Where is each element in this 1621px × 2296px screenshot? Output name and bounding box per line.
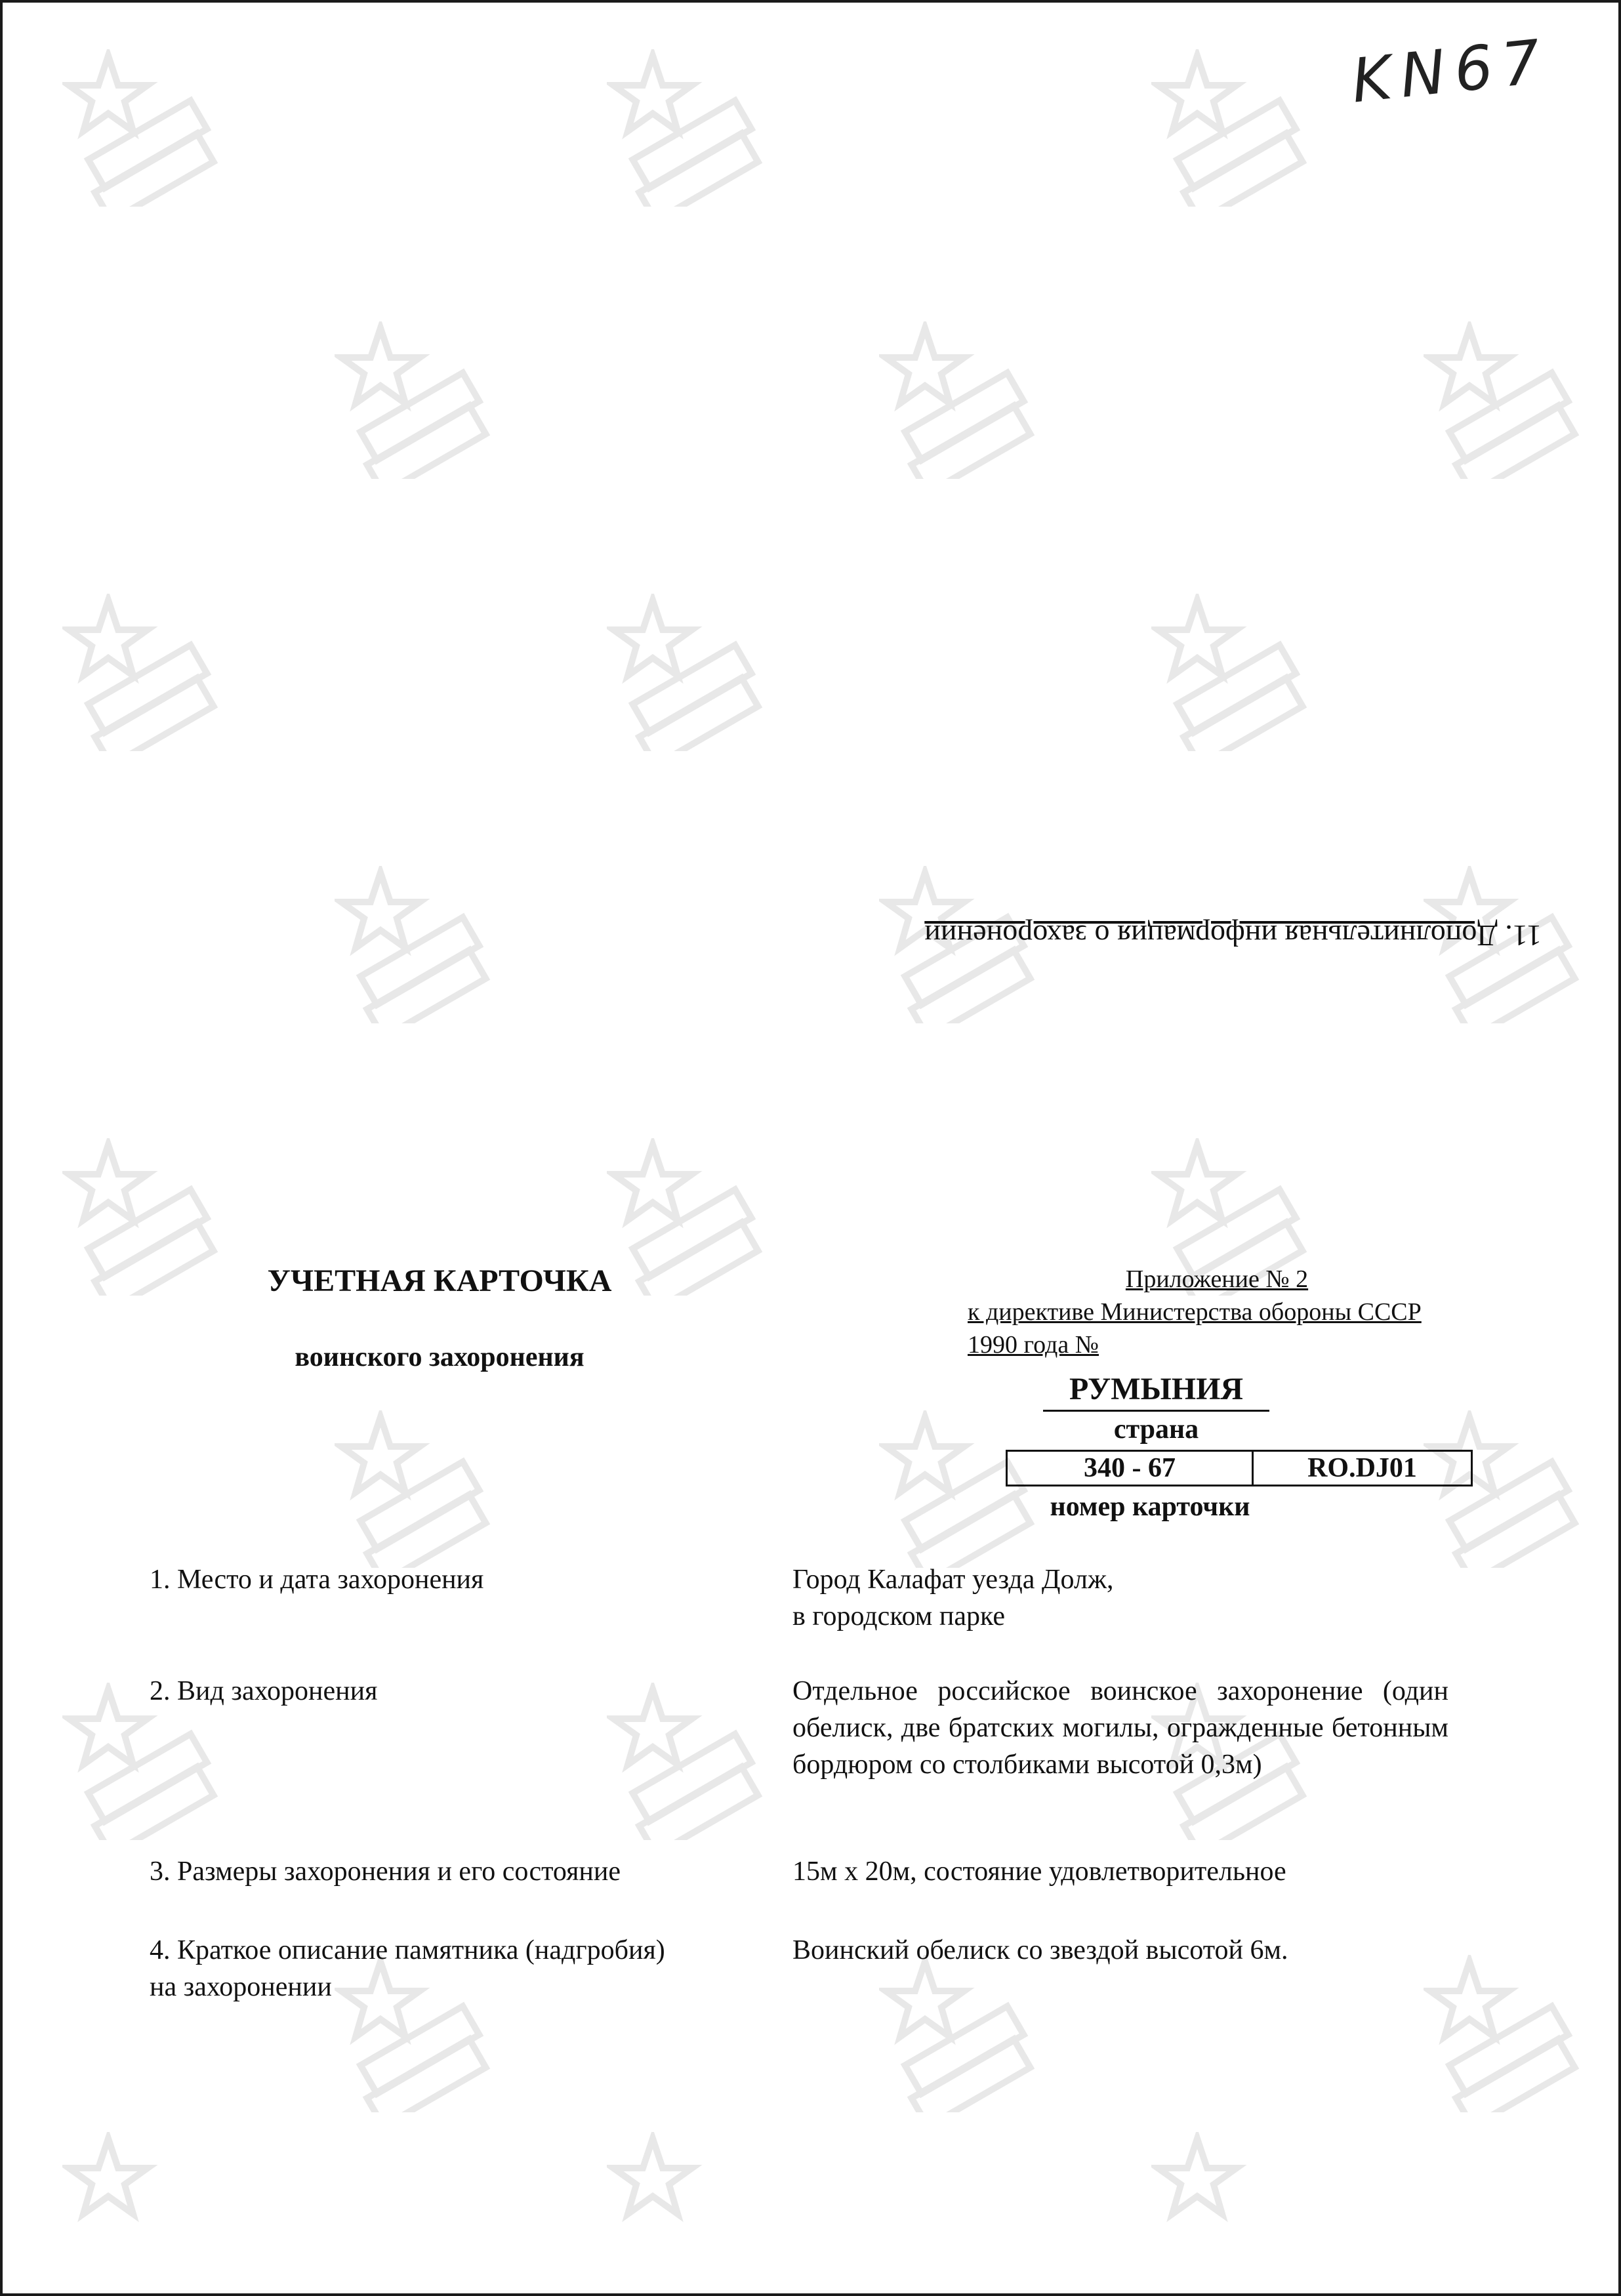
field-value: [792, 1853, 1448, 1890]
section-11-number: 11.: [1505, 919, 1542, 953]
upside-down-section-11: [859, 918, 1542, 953]
field-label-line: на захоронении: [150, 1972, 332, 2002]
handwritten-code: KN67: [1348, 26, 1553, 117]
field-label: [150, 1853, 779, 1890]
country-value: РУМЫНИЯ: [1043, 1371, 1269, 1412]
card-number-caption: номер карточки: [1050, 1492, 1250, 1522]
field-value: [792, 1673, 1448, 1783]
document-title: УЧЕТНАЯ КАРТОЧКА: [267, 1263, 612, 1298]
field-label-line: 4. Краткое описание памятника (надгробия): [150, 1935, 665, 1965]
field-label: [150, 1673, 779, 1710]
card-code: RO.DJ01: [1307, 1453, 1417, 1483]
field-label-line: 1. Место и дата захоронения: [150, 1565, 484, 1595]
document-subtitle: воинского захоронения: [295, 1342, 585, 1372]
field-value: [792, 1932, 1448, 1969]
field-value-line: в городском парке: [792, 1601, 1005, 1631]
card-number: 340 - 67: [1008, 1452, 1254, 1485]
appendix-line-2: к директиве Министерства обороны СССР: [968, 1298, 1422, 1326]
appendix-line-1: Приложение № 2: [1125, 1265, 1309, 1293]
field-value-line: 15м х 20м, состояние удовлетворительное: [792, 1856, 1286, 1887]
field-value-line: Город Калафат уезда Долж,: [792, 1565, 1114, 1595]
field-value-line: Отдельное российское воинское захоронение (один обелиск, две братских могилы, огражденные бетонным бордюром со столбиками высотой 0,3м): [792, 1676, 1448, 1780]
field-label: [150, 1932, 779, 2005]
field-value-line: Воинский обелиск со звездой высотой 6м.: [792, 1935, 1288, 1965]
country-caption: страна: [1113, 1414, 1199, 1445]
appendix-reference: [968, 1263, 1492, 1361]
field-label: [150, 1561, 779, 1598]
appendix-line-3: 1990 года №: [968, 1331, 1099, 1359]
card-number-box: [1006, 1450, 1473, 1486]
section-11-text: Дополнительная информация о захоронении: [924, 919, 1498, 953]
field-label-line: 3. Размеры захоронения и его состояние: [150, 1856, 621, 1887]
field-value: [792, 1561, 1448, 1635]
field-label-line: 2. Вид захоронения: [150, 1676, 378, 1706]
